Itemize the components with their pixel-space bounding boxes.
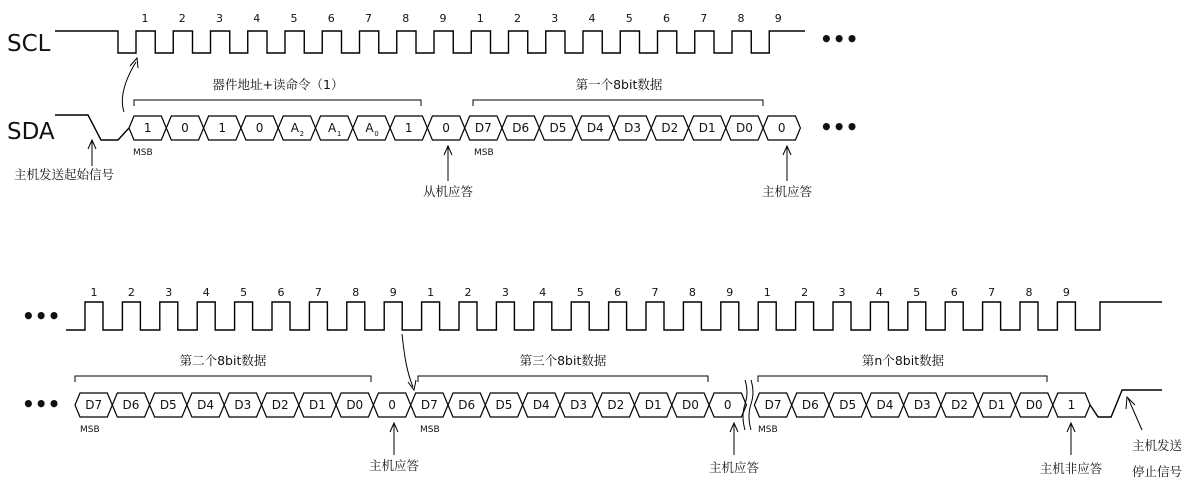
bit-value: D2 [661, 121, 679, 135]
brace-label-data2: 第二个8bit数据 [179, 353, 267, 368]
clock-number: 3 [838, 286, 846, 299]
clock-number: 8 [1025, 286, 1033, 299]
bit-value: 1 [1067, 398, 1076, 412]
bit-value: D4 [197, 398, 214, 412]
clock-number: 5 [290, 12, 298, 25]
bit-value: D0 [682, 398, 699, 412]
annotation-nack: 主机非应答 [1039, 461, 1103, 476]
bit-value: D1 [644, 398, 662, 412]
bit-value: D3 [234, 398, 252, 412]
clock-number: 3 [501, 286, 509, 299]
clock-number: 6 [950, 286, 958, 299]
clock-number: 8 [402, 12, 410, 25]
clock-number: 6 [327, 12, 335, 25]
bit-value: A [290, 121, 299, 135]
bit-value: D5 [495, 398, 513, 412]
bit-value: D2 [951, 398, 968, 412]
clock-number: 7 [314, 286, 322, 299]
scl-row2-wave [66, 302, 1162, 330]
brace-label-address: 器件地址+读命令（1） [212, 77, 344, 92]
clock-number: 5 [576, 286, 584, 299]
clock-number: 3 [551, 12, 559, 25]
bit-value: D7 [420, 398, 438, 412]
brace-address [134, 100, 421, 106]
ellipsis-scl-row2: ••• [22, 304, 61, 328]
sync-curve-arrow [402, 334, 413, 387]
clock-number: 6 [614, 286, 622, 299]
annotation-start-signal: 主机发送起始信号 [14, 167, 115, 182]
bit-value: 1 [404, 121, 413, 135]
bit-subscript: 2 [299, 130, 305, 138]
bit-value: D3 [570, 398, 587, 412]
bit-value: D7 [474, 121, 492, 135]
clock-number: 2 [514, 12, 521, 25]
annotation-master-ack: 主机应答 [761, 184, 813, 199]
bit-value: A [328, 121, 337, 135]
bit-value: 1 [143, 121, 152, 135]
scl-label: SCL [7, 31, 51, 57]
annotation-ack1: 主机应答 [368, 458, 420, 473]
annotation-slave-ack: 从机应答 [422, 184, 474, 199]
bit-value: D4 [586, 121, 604, 135]
bit-value: D5 [549, 121, 567, 135]
bit-value: 0 [777, 121, 786, 135]
brace-datan [758, 376, 1047, 382]
msb-marker: MSB [133, 148, 153, 158]
bit-value: D1 [988, 398, 1006, 412]
bit-value: 0 [723, 398, 732, 412]
clock-number: 6 [663, 12, 670, 25]
clock-number: 4 [202, 286, 210, 299]
clock-number: 7 [700, 12, 708, 25]
msb-marker: MSB [80, 425, 100, 435]
clock-number: 4 [875, 286, 883, 299]
bit-value: D0 [736, 121, 753, 135]
bit-value: 0 [255, 121, 264, 135]
clock-number: 3 [216, 12, 223, 25]
clock-number: 9 [774, 12, 782, 25]
clock-number: 3 [165, 286, 173, 299]
annotation-stop-line2: 停止信号 [1131, 464, 1183, 479]
waveforms [55, 31, 1162, 455]
bit-value: A [365, 121, 374, 135]
bit-value: 0 [181, 121, 189, 135]
clock-number: 1 [427, 286, 435, 299]
clock-number: 7 [988, 286, 996, 299]
bit-value: D5 [839, 398, 857, 412]
clock-number: 7 [651, 286, 659, 299]
annotation-stop-line1: 主机发送 [1131, 438, 1183, 453]
ellipsis-scl-row1: ••• [820, 27, 859, 51]
scl-row1-wave [55, 31, 805, 53]
msb-marker: MSB [474, 148, 494, 158]
bit-subscript: 1 [336, 130, 342, 138]
bit-value: D0 [346, 398, 364, 412]
bit-value: D5 [159, 398, 177, 412]
clock-number: 1 [763, 286, 771, 299]
clock-number: 9 [389, 286, 397, 299]
clock-number: 2 [127, 286, 135, 299]
bit-value: D6 [122, 398, 140, 412]
bit-value: D1 [698, 121, 716, 135]
ellipsis-sda-row1: ••• [820, 115, 859, 139]
arrow-stop-shaft [1128, 398, 1142, 430]
clock-number: 9 [726, 286, 734, 299]
clock-number: 4 [539, 286, 547, 299]
bit-value: D7 [764, 398, 782, 412]
annotation-ack2: 主机应答 [708, 460, 760, 475]
clock-number: 2 [464, 286, 472, 299]
bit-value: D2 [607, 398, 625, 412]
clock-number: 8 [688, 286, 696, 299]
clock-number: 6 [277, 286, 285, 299]
bit-value: 1 [218, 121, 227, 135]
clock-number: 8 [737, 12, 745, 25]
clock-number: 5 [240, 286, 248, 299]
start-curve-arrow-head [130, 58, 138, 68]
clock-number: 2 [801, 286, 809, 299]
brace-label-data1: 第一个8bit数据 [575, 77, 663, 92]
bit-value: D6 [801, 398, 819, 412]
break-mark [749, 380, 753, 430]
clock-number: 1 [90, 286, 98, 299]
bit-value: D6 [512, 121, 530, 135]
clock-number: 4 [588, 12, 596, 25]
bit-value: D4 [532, 398, 550, 412]
msb-marker: MSB [758, 425, 778, 435]
bit-value: D2 [271, 398, 289, 412]
bit-value: 0 [388, 398, 396, 412]
bit-subscript: 0 [374, 130, 379, 138]
clock-number: 5 [625, 12, 633, 25]
ellipsis-sda-row2: ••• [22, 392, 61, 416]
bit-value: 0 [442, 121, 450, 135]
clock-number: 9 [1062, 286, 1070, 299]
clock-number: 5 [913, 286, 921, 299]
bit-value: D4 [876, 398, 894, 412]
bit-value: D3 [913, 398, 931, 412]
clock-number: 7 [365, 12, 372, 25]
clock-number: 2 [178, 12, 186, 25]
bit-value: D3 [624, 121, 641, 135]
brace-label-datan: 第n个8bit数据 [861, 353, 945, 368]
brace-data3 [418, 376, 708, 382]
bit-value: D6 [458, 398, 476, 412]
clock-number: 1 [141, 12, 149, 25]
clock-number: 9 [439, 12, 447, 25]
brace-data2 [75, 376, 371, 382]
bit-value: D0 [1025, 398, 1043, 412]
msb-marker: MSB [420, 425, 440, 435]
clock-number: 1 [476, 12, 484, 25]
sda-start-condition [55, 115, 129, 140]
brace-label-data3: 第三个8bit数据 [519, 353, 607, 368]
bit-value: D7 [85, 398, 103, 412]
brace-data1 [473, 100, 763, 106]
clock-number: 4 [253, 12, 261, 25]
bit-value: D1 [309, 398, 326, 412]
clock-number: 8 [352, 286, 360, 299]
sda-label: SDA [7, 119, 55, 145]
